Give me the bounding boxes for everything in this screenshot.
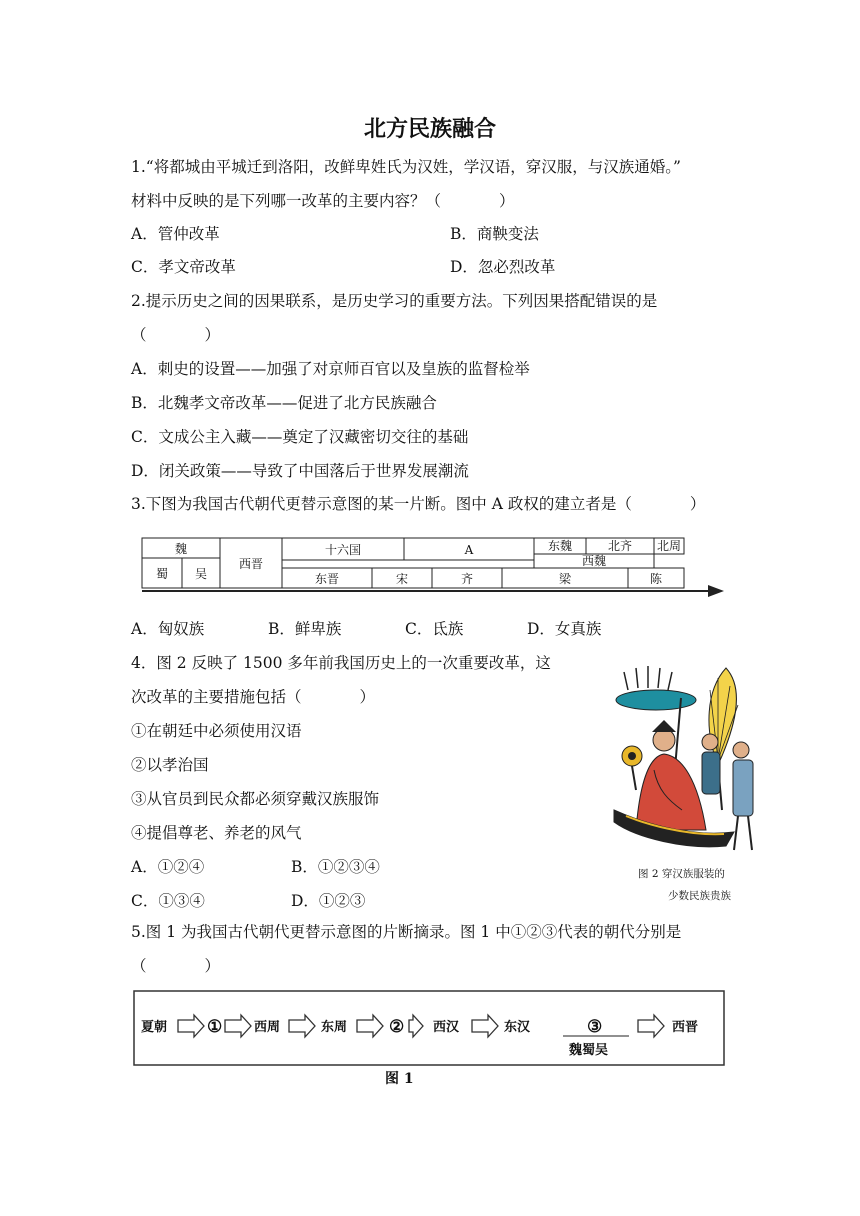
q4-item-2: ②以孝治国 [131,756,209,774]
page-title: 北方民族融合 [363,117,496,142]
timeline-label-shu: 蜀 [155,567,169,581]
timeline-label-chen: 陈 [649,572,663,586]
timeline-label-xiwei: 西魏 [581,554,607,568]
noble-in-han-clothing-illustration [606,660,776,858]
timeline-label-liang: 梁 [558,572,572,586]
q2-option-b: B．北魏孝文帝改革——促进了北方民族融合 [131,394,437,412]
q3-option-c: C．氐族 [405,620,464,638]
q4-item-1: ①在朝廷中必须使用汉语 [131,722,302,740]
dynasty-timeline-figure [138,530,728,600]
q5-stem-line2: （ ） [131,957,221,975]
timeline-label-wei: 魏 [174,542,188,556]
timeline-label-song: 宋 [395,572,409,586]
figure1-label-donghan: 东汉 [504,1020,531,1035]
q2-stem-line2: （ ） [131,326,221,344]
q1-stem-line2: 材料中反映的是下列哪一改革的主要内容？（ ） [131,192,515,210]
q3-option-d: D．女真族 [527,620,602,638]
timeline-label-beiqi: 北齐 [607,539,633,553]
figure2-caption-line2: 少数民族贵族 [668,890,731,902]
q4-item-3: ③从官员到民众都必须穿戴汉族服饰 [131,790,380,808]
q4-item-4: ④提倡尊老、养老的风气 [131,824,302,842]
q4-option-d: D．①②③ [291,892,366,910]
figure1-label-weishuwu: 魏蜀吴 [569,1043,609,1058]
q4-stem-line1: 4．图 2 反映了 1500 多年前我国历史上的一次重要改革，这 [131,654,551,672]
figure1-label-dongzhou: 东周 [321,1020,348,1035]
timeline-label-wu: 吴 [194,567,208,581]
timeline-label-shiliuguo: 十六国 [324,543,362,557]
figure1-label-xihan: 西汉 [433,1020,460,1035]
figure1-label-circle1: ① [207,1017,223,1037]
q1-option-b: B．商鞅变法 [450,225,539,243]
timeline-label-beizhou: 北周 [656,539,682,553]
timeline-label-a: A [464,543,474,557]
q3-option-a: A．匈奴族 [131,620,205,638]
timeline-label-dongwei: 东魏 [547,539,573,553]
q2-option-d: D．闭关政策——导致了中国落后于世界发展潮流 [131,462,469,480]
q4-stem-line2: 次改革的主要措施包括（ ） [131,688,376,706]
q2-stem-line1: 2.提示历史之间的因果联系，是历史学习的重要方法。下列因果搭配错误的是 [131,292,658,310]
q4-option-c: C．①③④ [131,892,205,910]
figure1-label-xia: 夏朝 [141,1020,168,1035]
dynasty-sequence-figure-1 [133,990,727,1090]
timeline-label-qi: 齐 [460,572,474,586]
q1-option-c: C．孝文帝改革 [131,258,236,276]
q3-stem: 3.下图为我国古代朝代更替示意图的某一片断。图中 A 政权的建立者是（ ） [131,495,706,513]
figure1-label-xijin: 西晋 [672,1020,699,1035]
q1-option-d: D．忽必烈改革 [450,258,556,276]
figure1-label-circle2: ② [389,1017,405,1037]
q2-option-c: C．文成公主入藏——奠定了汉藏密切交往的基础 [131,428,469,446]
q5-stem-line1: 5.图 1 为我国古代朝代更替示意图的片断摘录。图 1 中①②③代表的朝代分别是 [131,923,682,941]
q1-stem-line1: 1.“将都城由平城迁到洛阳，改鲜卑姓氏为汉姓，学汉语，穿汉服，与汉族通婚。” [131,158,681,176]
figure2-caption-line1: 图 2 穿汉族服装的 [638,868,725,880]
timeline-label-dongjin: 东晋 [314,572,340,586]
q4-option-a: A．①②④ [131,858,205,876]
figure1-caption: 图 1 [385,1071,414,1087]
q1-option-a: A．管仲改革 [131,225,220,243]
q2-option-a: A．刺史的设置——加强了对京师百官以及皇族的监督检举 [131,360,530,378]
figure1-label-xizhou: 西周 [254,1020,281,1035]
q4-option-b: B．①②③④ [291,858,380,876]
figure1-label-circle3: ③ [587,1017,603,1037]
timeline-label-xijin: 西晋 [238,557,264,571]
q3-option-b: B．鲜卑族 [268,620,342,638]
